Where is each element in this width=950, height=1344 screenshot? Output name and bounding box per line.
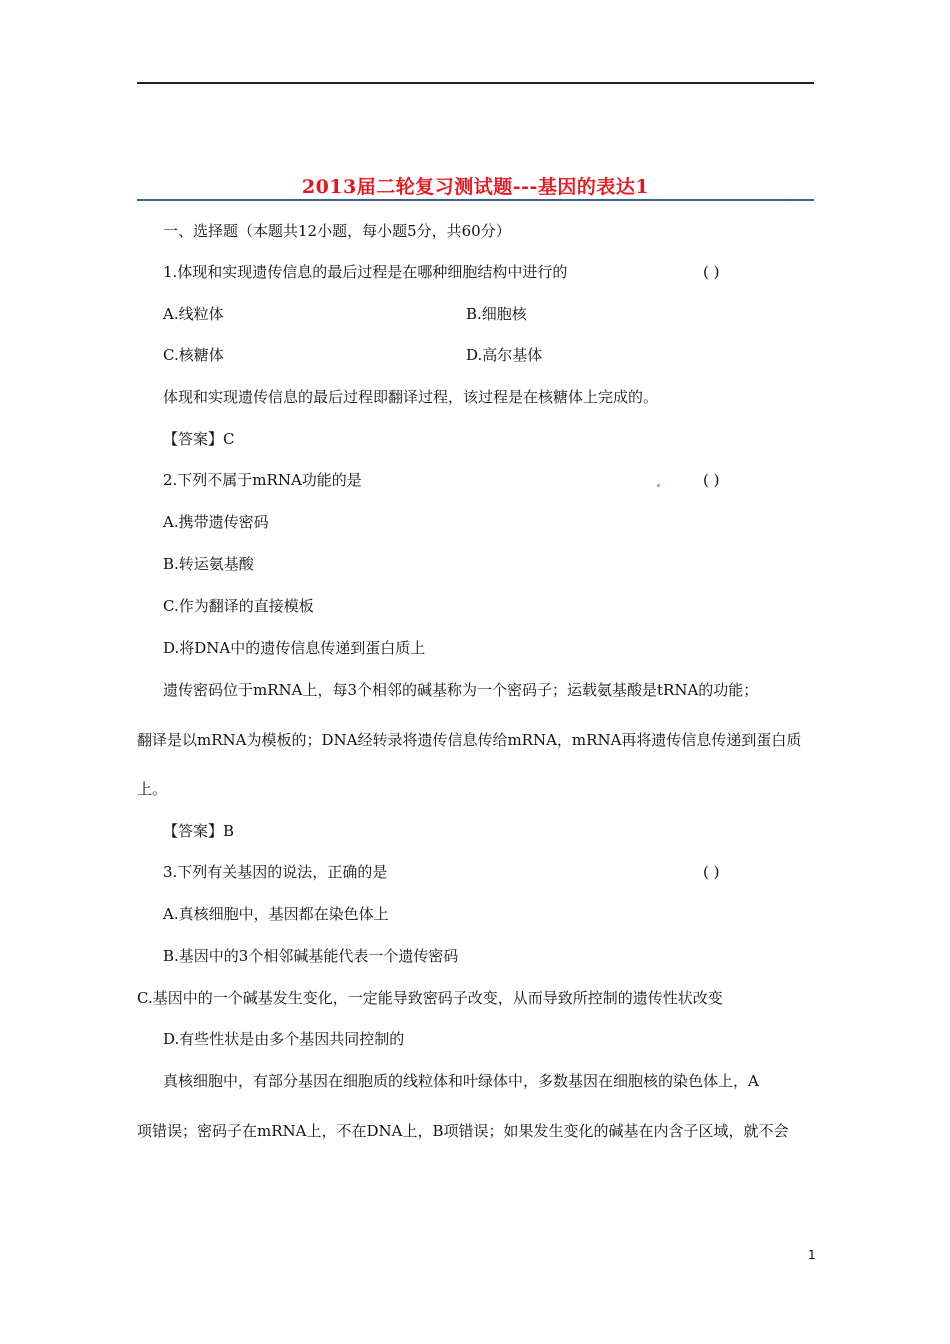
question-2-option-c: C.作为翻译的直接模板 bbox=[163, 597, 314, 615]
section-heading: 一、选择题（本题共12小题，每小题5分，共60分） bbox=[163, 222, 511, 240]
question-3-option-a: A.真核细胞中，基因都在染色体上 bbox=[163, 905, 389, 923]
scan-mark bbox=[657, 484, 660, 487]
question-1-option-c: C.核糖体 bbox=[163, 346, 224, 364]
page-title: 2013届二轮复习测试题---基因的表达1 bbox=[301, 176, 650, 198]
question-2-option-d: D.将DNA中的遗传信息传递到蛋白质上 bbox=[163, 639, 426, 657]
question-2-explanation-line-3: 上。 bbox=[137, 780, 168, 798]
question-1-explanation: 体现和实现遗传信息的最后过程即翻译过程，该过程是在核糖体上完成的。 bbox=[163, 388, 659, 406]
question-2-option-a: A.携带遗传密码 bbox=[163, 513, 269, 531]
question-1-option-d: D.高尔基体 bbox=[466, 346, 543, 364]
question-3-option-d: D.有些性状是由多个基因共同控制的 bbox=[163, 1030, 405, 1048]
question-3-stem: 3.下列有关基因的说法，正确的是 bbox=[163, 863, 388, 881]
question-2-answer: 【答案】B bbox=[163, 822, 235, 840]
question-3-explanation-line-1: 真核细胞中，有部分基因在细胞质的线粒体和叶绿体中，多数基因在细胞核的染色体上，A bbox=[163, 1072, 759, 1090]
question-3-option-c: C.基因中的一个碱基发生变化，一定能导致密码子改变，从而导致所控制的遗传性状改变 bbox=[137, 989, 723, 1007]
page-number: 1 bbox=[808, 1248, 816, 1262]
question-1-answer-blank: ( ) bbox=[703, 263, 720, 281]
question-2-answer-blank: ( ) bbox=[703, 471, 720, 489]
question-2-stem: 2.下列不属于mRNA功能的是 bbox=[163, 471, 362, 489]
header-rule bbox=[137, 82, 814, 84]
question-1-answer: 【答案】C bbox=[163, 430, 235, 448]
question-2-explanation-line-1: 遗传密码位于mRNA上，每3个相邻的碱基称为一个密码子；运载氨基酸是tRNA的功能； bbox=[163, 681, 759, 699]
question-3-explanation-line-2: 项错误；密码子在mRNA上，不在DNA上，B项错误；如果发生变化的碱基在内含子区域，就不会 bbox=[137, 1122, 789, 1140]
question-3-answer-blank: ( ) bbox=[703, 863, 720, 881]
question-2-explanation-line-2: 翻译是以mRNA为模板的；DNA经转录将遗传信息传给mRNA，mRNA再将遗传信息传递到蛋白质 bbox=[137, 731, 802, 749]
question-1-option-a: A.线粒体 bbox=[163, 305, 224, 323]
question-1-stem: 1.体现和实现遗传信息的最后过程是在哪种细胞结构中进行的 bbox=[163, 263, 568, 281]
question-1-option-b: B.细胞核 bbox=[466, 305, 527, 323]
question-2-option-b: B.转运氨基酸 bbox=[163, 555, 254, 573]
title-underline bbox=[137, 199, 814, 201]
question-3-option-b: B.基因中的3个相邻碱基能代表一个遗传密码 bbox=[163, 947, 459, 965]
